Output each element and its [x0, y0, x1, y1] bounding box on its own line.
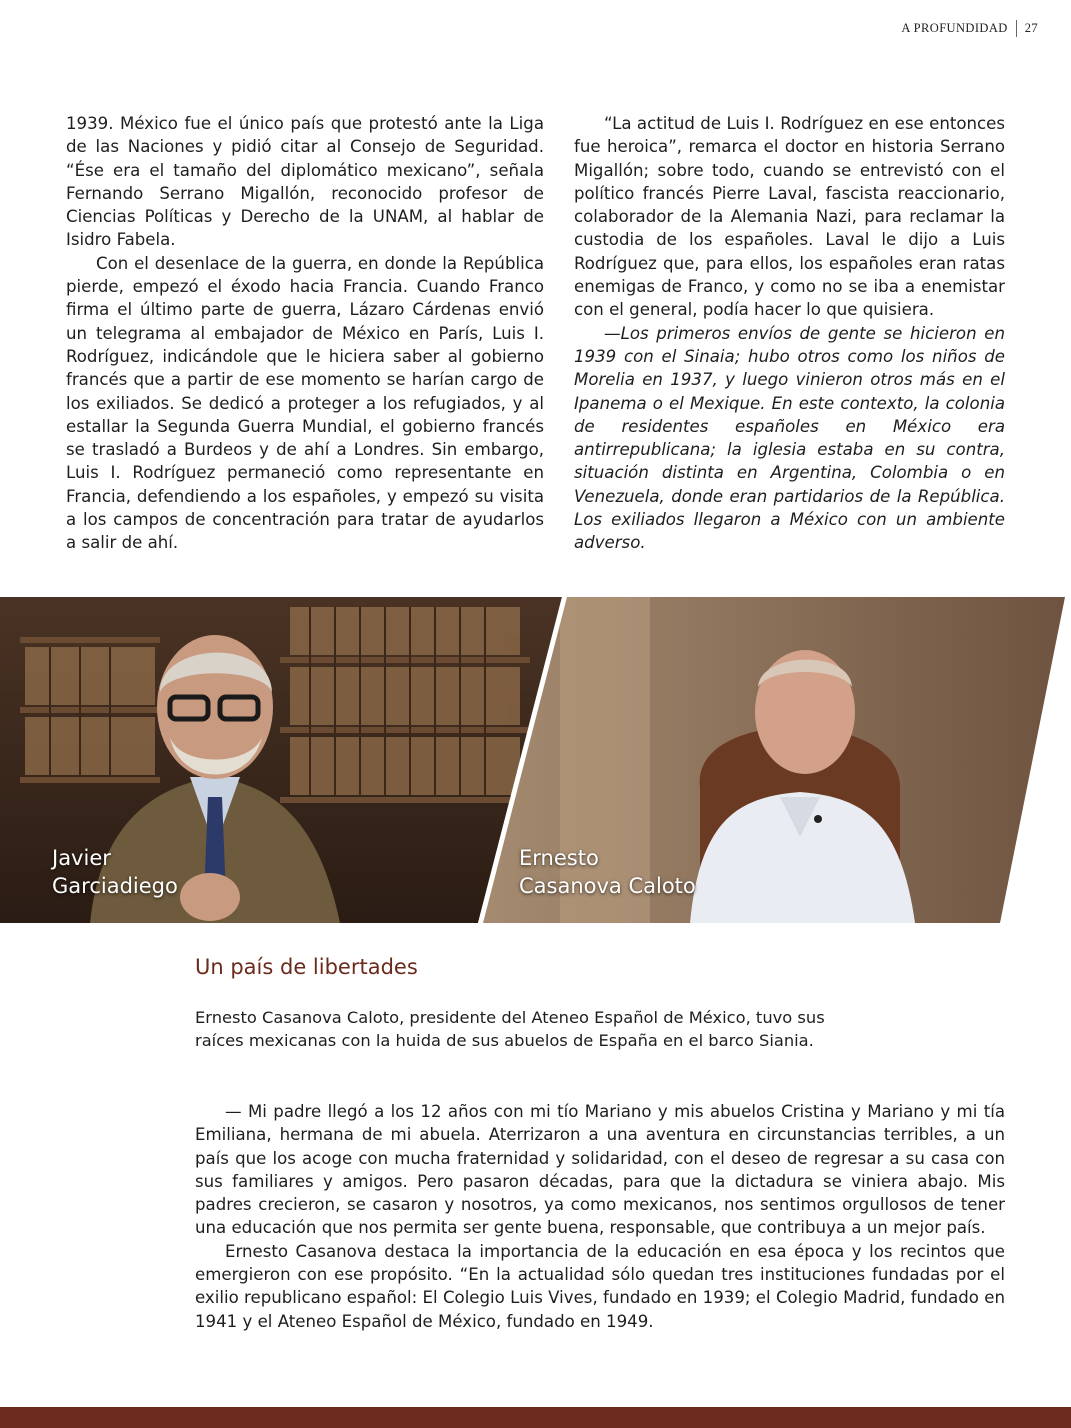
section-heading: Un país de libertades	[195, 955, 418, 979]
caption-javier-garciadiego	[52, 844, 178, 900]
caption-line: Casanova Caloto	[519, 874, 696, 898]
paragraph: 1939. México fue el único país que protestó ante la Liga de las Naciones y pidió citar al Consejo de Seguridad. “Ése era el tamaño del diplomático mexicano”, señala Fernando Serrano Migallón, reconocido profesor de Ciencias Políticas y Derecho de la UNAM, al hablar de Isidro Fabela.	[66, 114, 544, 250]
header-divider	[1016, 20, 1017, 37]
caption-line: Ernesto	[519, 846, 599, 870]
quote-paragraph: —Los primeros envíos de gente se hicieron en 1939 con el Sinaia; hubo otros como los niños de Morelia en 1937, y luego vinieron otros más en el Ipanema o el Mexique. En este contexto, la colonia de residentes españoles en México era antirrepublicana; la iglesia estaba en su contra, situación distinta en Argentina, Colombia o en Venezuela, donde eran partidarios de la República. Los exiliados llegaron a México con un ambiente adverso.	[574, 323, 1005, 553]
footer-band	[0, 1407, 1071, 1428]
paragraph: Ernesto Casanova destaca la importancia de la educación en esa época y los recintos que emergieron con ese propósito. “En la actualidad sólo quedan tres instituciones fundadas por el exilio republicano español: El Colegio Luis Vives, fundado en 1939; el Colegio Madrid, fundado en 1941 y el Ateneo Español de México, fundado en 1949.	[195, 1241, 1005, 1331]
paragraph: “La actitud de Luis I. Rodríguez en ese entonces fue heroica”, remarca el doctor en historia Serrano Migallón; sobre todo, cuando se entrevistó con el político francés Pierre Laval, fascista reaccionario, colaborador de la Alemania Nazi, para reclamar la custodia de los españoles. Laval le dijo a Luis Rodríguez que, para ellos, los españoles eran ratas enemigas de Franco, y como no se iba a enemistar con el general, podía hacer lo que quisiera.	[574, 114, 1005, 320]
paragraph: — Mi padre llegó a los 12 años con mi tío Mariano y mis abuelos Cristina y Mariano y mi tía Emiliana, hermana de mi abuela. Aterrizaron a una aventura en circunstancias terribles, a un país que los acoge con mucha fraternidad y solidaridad, con el deseo de regresar a su casa con sus familiares y amigos. Pero pasaron décadas, para que la dictadura se viniera abajo. Mis padres crecieron, se casaron y nosotros, ya como mexicanos, nos sentimos orgullosos de tener una educación que nos permita ser gente buena, responsable, que contribuya a un mejor país.	[195, 1102, 1005, 1238]
section-intro: Ernesto Casanova Caloto, presidente del Ateneo Español de México, tuvo sus raíces mexicanas con la huida de sus abuelos de España en el barco Siania.	[195, 1008, 825, 1051]
caption-ernesto-casanova	[519, 844, 696, 900]
right-column	[574, 112, 1005, 555]
section-label: A PROFUNDIDAD	[901, 21, 1008, 35]
page-number: 27	[1024, 21, 1038, 35]
paragraph: Con el desenlace de la guerra, en donde la República pierde, empezó el éxodo hacia Francia. Cuando Franco firma el último parte de guerra, Lázaro Cárdenas envió un telegrama al embajador de México en París, Luis I. Rodríguez, indicándole que le hiciera saber al gobierno francés que a partir de ese momento se harían cargo de los exiliados. Se dedicó a proteger a los refugiados, y al estallar la Segunda Guerra Mundial, el gobierno francés se trasladó a Burdeos y de ahí a Londres. Sin embargo, Luis I. Rodríguez permaneció como representante en Francia, defendiendo a los españoles, y empezó su visita a los campos de concentración para tratar de ayudarlos a salir de ahí.	[66, 253, 544, 553]
page-header	[901, 20, 1038, 37]
interview-photos	[0, 597, 1065, 923]
left-column	[66, 112, 544, 555]
caption-line: Javier	[52, 846, 111, 870]
section-body	[195, 1100, 1005, 1333]
caption-line: Garciadiego	[52, 874, 178, 898]
